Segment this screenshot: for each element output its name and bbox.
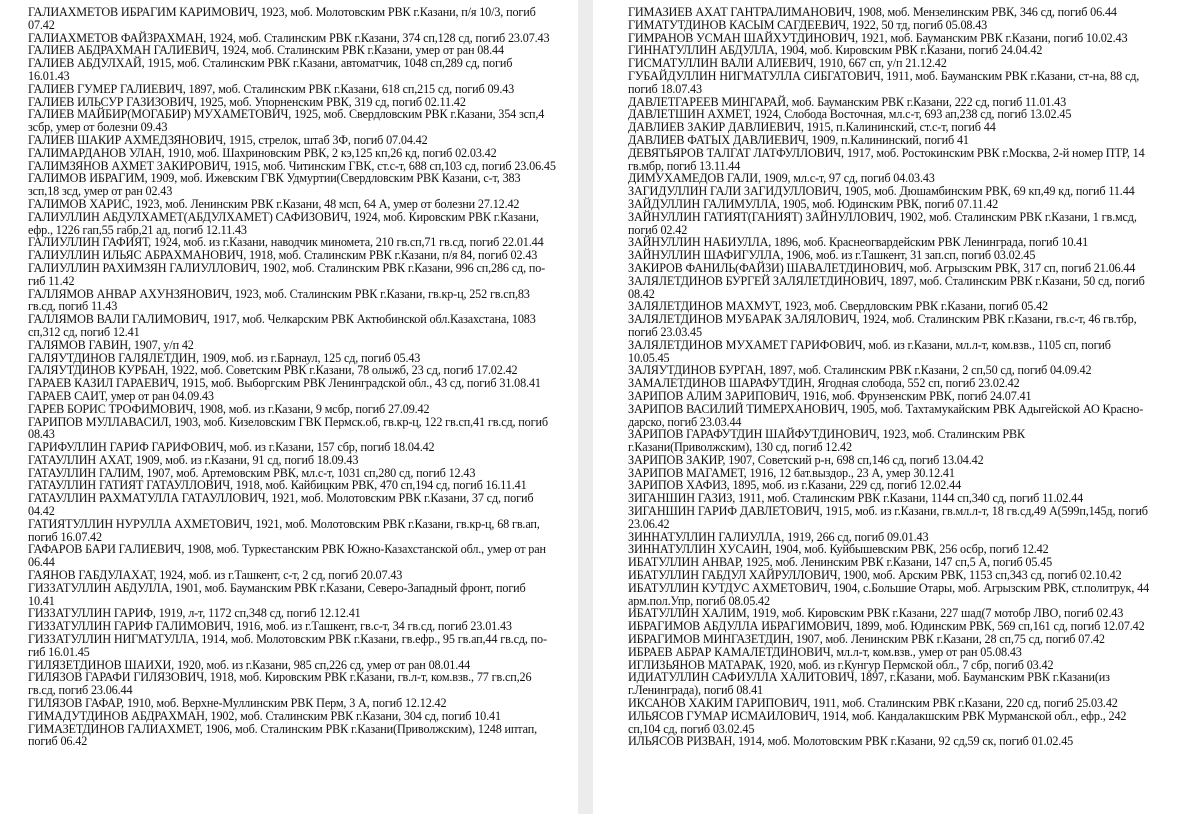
memorial-entry: ГАРЕВ БОРИС ТРОФИМОВИЧ, 1908, моб. из г.Казани, 9 мсбр, погиб 27.09.42 bbox=[28, 401, 430, 416]
memorial-entry: ЗАРИПОВ ХАФИЗ, 1895, моб. из г.Казани, 229 сд, погиб 12.02.44 bbox=[628, 478, 962, 493]
document-page-right bbox=[593, 0, 1187, 814]
memorial-entry: ЗАЙДУЛЛИН ГАЛИМУЛЛА, 1905, моб. Юдинским РВК, погиб 07.11.42 bbox=[628, 196, 999, 211]
memorial-entry: ДИМУХАМЕДОВ ГАЛИ, 1909, мл.с-т, 97 сд, погиб 04.03.43 bbox=[628, 171, 935, 186]
memorial-entry: ДАВЛИЕВ ЗАКИР ДАВЛИЕВИЧ, 1915, п.Калининский, ст.с-т, погиб 44 bbox=[628, 120, 996, 135]
memorial-entry: ЗАЙНУЛЛИН НАБИУЛЛА, 1896, моб. Краснеогвардейским РВК Ленинграда, погиб 10.41 bbox=[628, 235, 1089, 250]
memorial-entry: ЗИННАТУЛЛИН ХУСАИН, 1904, моб. Куйбышевским РВК, 256 осбр, погиб 12.42 bbox=[628, 542, 1049, 557]
memorial-entry: ГАЛИМЗЯНОВ АХМЕТ ЗАКИРОВИЧ, 1915, моб. Читинским ГВК, ст.с-т, 688 сп,103 сд, погиб 23.06.45 bbox=[28, 158, 556, 173]
memorial-entry: ИБАТУЛЛИН КУТДУС АХМЕТОВИЧ, 1904, с.Большие Отары, моб. Агрызским РВК, ст.политрук, 44 арм.пол.Упр, погиб 08.05.42 bbox=[628, 580, 1150, 608]
memorial-entry: ДЕВЯТЬЯРОВ ТАЛГАТ ЛАТФУЛЛОВИЧ, 1917, моб. Ростокинским РВК г.Москва, 2-й номер ПТР, 14 гв.мбр, погиб 13.11.44 bbox=[628, 145, 1145, 173]
memorial-entry: ИБРАГИМОВ АБДУЛЛА ИБРАГИМОВИЧ, 1899, моб. Юдинским РВК, 569 сп,161 сд, погиб 12.07.42 bbox=[628, 619, 1145, 634]
memorial-entry: ГАЛЯУТДИНОВ КУРБАН, 1922, моб. Советским РВК г.Казани, 78 олыжб, 23 сд, погиб 17.02.42 bbox=[28, 363, 518, 378]
memorial-entry: ИБАТУЛЛИН ХАЛИМ, 1919, моб. Кировским РВК г.Казани, 227 шад(7 мотобр ЛВО, погиб 02.43 bbox=[628, 606, 1124, 621]
memorial-entry: ЗАЛЯЛЕТДИНОВ МУБАРАК ЗАЛЯЛОВИЧ, 1924, моб. Сталинским РВК г.Казани, гв.с-т, 46 гв.тбр, погиб 23.03.45 bbox=[628, 312, 1137, 339]
memorial-entry: ГАЛИУЛЛИН АБДУЛХАМЕТ(АБДУЛХАМЕТ) САФИЗОВИЧ, 1924, моб. Кировским РВК г.Казани, ефр., 1226 гап,55 габр,21 ад, погиб 12.11.43 bbox=[28, 209, 539, 237]
memorial-entry: ГИЛЯЗОВ ГАРАФИ ГИЛЯЗОВИЧ, 1918, моб. Кировским РВК г.Казани, гв.л-т, ком.взв., 77 гв.сп,26 гв.сд, погиб 23.06.44 bbox=[28, 670, 532, 698]
memorial-entry: ГАЛИМАРДАНОВ УЛАН, 1910, моб. Шахриновским РВК, 2 кэ,125 кп,26 кд, погиб 02.03.42 bbox=[28, 145, 497, 160]
memorial-entry: ЗАЛЯЛЕТДИНОВ БУРГЕЙ ЗАЛЯЛЕТДИНОВИЧ, 1897, моб. Сталинским РВК г.Казани, 50 сд, погиб 08.42 bbox=[628, 273, 1145, 301]
memorial-entry: ГИННАТУЛЛИН АБДУЛЛА, 1904, моб. Кировским РВК г.Казани, погиб 24.04.42 bbox=[628, 43, 1043, 58]
memorial-entry: ГИЗЗАТУЛЛИН АБДУЛЛА, 1901, моб. Бауманским РВК г.Казани, Северо-Западный фронт, погиб 10.41 bbox=[28, 580, 526, 608]
memorial-entry: ГАРИФУЛЛИН ГАРИФ ГАРИФОВИЧ, моб. из г.Казани, 157 сбр, погиб 18.04.42 bbox=[28, 440, 435, 455]
memorial-entry: ГИМАТУТДИНОВ КАСЫМ САГДЕЕВИЧ, 1922, 50 тд, погиб 05.08.43 bbox=[628, 17, 988, 32]
memorial-entry: ЗИННАТУЛЛИН ГАЛИУЛЛА, 1919, 266 сд, погиб 09.01.43 bbox=[628, 529, 929, 544]
memorial-entry: ИДИАТУЛЛИН САФИУЛЛА ХАЛИТОВИЧ, 1897, г.Казани, моб. Бауманским РВК г.Казани(из г.Ленинграда), погиб 08.41 bbox=[628, 670, 1110, 698]
memorial-entry: ИБАТУЛЛИН ГАБДУЛ ХАЙРУЛЛОВИЧ, 1900, моб. Арским РВК, 1153 сп,343 сд, погиб 02.10.42 bbox=[628, 568, 1122, 583]
memorial-entry: ЗАГИДУЛЛИН ГАЛИ ЗАГИДУЛЛОВИЧ, 1905, моб. Дюшамбинским РВК, 69 кп,49 кд, погиб 11.44 bbox=[628, 184, 1135, 199]
memorial-entry: ГИЗЗАТУЛЛИН НИГМАТУЛЛА, 1914, моб. Молотовским РВК г.Казани, гв.ефр., 95 гв.ап,44 гв.сд, по- гиб 16.01.45 bbox=[28, 632, 547, 659]
memorial-entry: ИБАТУЛЛИН АНВАР, 1925, моб. Ленинским РВК г.Казани, 147 сп,5 А, погиб 05.45 bbox=[628, 555, 1053, 570]
memorial-entry: ГАЛЛЯМОВ ВАЛИ ГАЛИМОВИЧ, 1917, моб. Челкарским РВК Актюбинской обл.Казахстана, 1083 сп,312 сд, погиб 12.41 bbox=[28, 312, 536, 339]
memorial-entry: ГИЛЯЗОВ ГАФАР, 1910, моб. Верхне-Муллинским РВК Перм, 3 А, погиб 12.12.42 bbox=[28, 696, 447, 711]
memorial-entry: ГИСМАТУЛЛИН ВАЛИ АЛИЕВИЧ, 1910, 667 сп, у/п 21.12.42 bbox=[628, 56, 947, 71]
document-page-left bbox=[0, 0, 578, 814]
memorial-entry: ЗАЛЯУТДИНОВ БУРГАН, 1897, моб. Сталинским РВК г.Казани, 2 сп,50 сд, погиб 04.09.42 bbox=[628, 363, 1092, 378]
memorial-entry: ГАЛИУЛЛИН ИЛЬЯС АБРАХМАНОВИЧ, 1918, моб. Сталинским РВК г.Казани, п/я 84, погиб 02.43 bbox=[28, 248, 538, 263]
memorial-entry: ГАТАУЛЛИН ГАТИЯТ ГАТАУЛЛОВИЧ, 1918, моб. Кайбицким РВК, 470 сп,194 сд, погиб 16.11.41 bbox=[28, 478, 527, 493]
memorial-entry: ЗАЛЯЛЕТДИНОВ МАХМУТ, 1923, моб. Свердловским РВК г.Казани, погиб 05.42 bbox=[628, 299, 1048, 314]
memorial-entry: ГИМРАНОВ УСМАН ШАЙХУТДИНОВИЧ, 1921, моб. Бауманским РВК г.Казани, погиб 10.02.43 bbox=[628, 30, 1128, 45]
memorial-entry: ЗАРИПОВ ЗАКИР, 1907, Советский р-н, 698 сп,146 сд, погиб 13.04.42 bbox=[628, 452, 984, 467]
memorial-entry: ИЛЬЯСОВ РИЗВАН, 1914, моб. Молотовским РВК г.Казани, 92 сд,59 ск, погиб 01.02.45 bbox=[628, 734, 1074, 749]
memorial-entry: ГАЛИЕВ АБДУЛХАЙ, 1915, моб. Сталинским РВК г.Казани, автоматчик, 1048 сп,289 сд, погиб 16.01.43 bbox=[28, 56, 513, 83]
memorial-entry: ЗАЛЯЛЕТДИНОВ МУХАМЕТ ГАРИФОВИЧ, моб. из г.Казани, мл.л-т, ком.взв., 1105 сп, погиб 10.05.45 bbox=[628, 337, 1111, 365]
memorial-entry: ГАЯНОВ ГАБДУЛАХАТ, 1924, моб. из г.Ташкент, с-т, 2 сд, погиб 20.07.43 bbox=[28, 568, 403, 583]
memorial-entry: ЗАРИПОВ МАГАМЕТ, 1916, 12 бат.выздор., 23 А, умер 30.12.41 bbox=[628, 465, 955, 480]
memorial-entry: ГАЛИЕВ МАЙБИР(МОГАБИР) МУХАМЕТОВИЧ, 1925, моб. Свердловским РВК г.Казани, 354 зсп,4 зсбр, умер от болезни 09.43 bbox=[28, 107, 545, 135]
memorial-entry: ГАЛИЕВ ИЛЬСУР ГАЗИЗОВИЧ, 1925, моб. Упорненским РВК, 319 сд, погиб 02.11.42 bbox=[28, 94, 466, 109]
memorial-entry: ИКСАНОВ ХАКИМ ГАРИПОВИЧ, 1911, моб. Сталинским РВК г.Казани, 220 сд, погиб 25.03.42 bbox=[628, 696, 1118, 711]
memorial-entry: ГАЛИЕВ ГУМЕР ГАЛИЕВИЧ, 1897, моб. Сталинским РВК г.Казани, 618 сп,215 сд, погиб 09.43 bbox=[28, 81, 515, 96]
memorial-entry: ГАЛЯМОВ ГАВИН, 1907, у/п 42 bbox=[28, 337, 194, 352]
memorial-entry: ДАВЛЕТШИН АХМЕТ, 1924, Слобода Восточная, мл.с-т, 693 ап,238 сд, погиб 13.02.45 bbox=[628, 107, 1072, 122]
memorial-entry: ИБРАГИМОВ МИНГАЗЕТДИН, 1907, моб. Ленинским РВК г.Казани, 28 сп,75 сд, погиб 07.42 bbox=[628, 632, 1105, 647]
memorial-entry: ГИМАЗИЕВ АХАТ ГАНТРАЛИМАНОВИЧ, 1908, моб. Мензелинским РВК, 346 сд, погиб 06.44 bbox=[628, 5, 1117, 19]
memorial-entry: ГАЛИМОВ ХАРИС, 1923, моб. Ленинским РВК г.Казани, 48 мсп, 64 А, умер от болезни 27.12.42 bbox=[28, 196, 520, 211]
memorial-entry: ИБРАЕВ АБРАР КАМАЛЕТДИНОВИЧ, мл.л-т, ком.взв., умер от ран 05.08.43 bbox=[628, 644, 1022, 659]
memorial-entry: ГУБАЙДУЛЛИН НИГМАТУЛЛА СИБГАТОВИЧ, 1911, моб. Бауманским РВК г.Казани, ст-на, 88 сд, погиб 18.07.43 bbox=[628, 68, 1140, 96]
memorial-entry: ИГЛИЗЬЯНОВ МАТАРАК, 1920, моб. из г.Кунгур Пермской обл., 7 сбр, погиб 03.42 bbox=[628, 657, 1054, 672]
memorial-entry: ГАТАУЛЛИН ГАЛИМ, 1907, моб. Артемовским РВК, мл.с-т, 1031 сп,280 сд, погиб 12.43 bbox=[28, 465, 476, 480]
memorial-entry: ГАТИЯТУЛЛИН НУРУЛЛА АХМЕТОВИЧ, 1921, моб. Молотовским РВК г.Казани, гв.кр-ц, 68 гв.ап, погиб 16.07.42 bbox=[28, 516, 540, 544]
memorial-entry: ЗАМАЛЕТДИНОВ ШАРАФУТДИН, Ягодная слобода, 552 сп, погиб 23.02.42 bbox=[628, 376, 1020, 391]
memorial-entry: ДАВЛЕТГАРЕЕВ МИНГАРАЙ, моб. Бауманским РВК г.Казани, 222 сд, погиб 11.01.43 bbox=[628, 94, 1067, 109]
memorial-entry: ГИМАЗЕТДИНОВ ГАЛИАХМЕТ, 1906, моб. Сталинским РВК г.Казани(Приволжским), 1248 иптап, погиб 06.42 bbox=[28, 721, 537, 749]
memorial-entry: ГИМАДУТДИНОВ АБДРАХМАН, 1902, моб. Сталинским РВК г.Казани, 304 сд, погиб 10.41 bbox=[28, 708, 501, 723]
memorial-entry: ГАЛИУЛЛИН ГАФИЯТ, 1924, моб. из г.Казани, наводчик миномета, 210 гв.сп,71 гв.сд, погиб 22.01.44 bbox=[28, 235, 544, 250]
memorial-entry: ЗАРИПОВ ВАСИЛИЙ ТИМЕРХАНОВИЧ, 1905, моб. Тахтамукайским РВК Адыгейской АО Красно- дарско, погиб 23.03.44 bbox=[628, 401, 1144, 429]
memorial-entry: ЗАРИПОВ ГАРАФУТДИН ШАЙФУТДИНОВИЧ, 1923, моб. Сталинским РВК г.Казани(Приволжским), 130 сд, погиб 12.42 bbox=[628, 427, 1026, 455]
memorial-entry: ЗАРИПОВ АЛИМ ЗАРИПОВИЧ, 1916, моб. Фрунзенским РВК, погиб 24.07.41 bbox=[628, 388, 1032, 403]
memorial-entry: ЗИГАНШИН ГАЗИЗ, 1911, моб. Сталинским РВК г.Казани, 1144 сп,340 сд, погиб 11.02.44 bbox=[628, 491, 1084, 506]
memorial-entry: ГИЗЗАТУЛЛИН ГАРИФ ГАЛИМОВИЧ, 1916, моб. из г.Ташкент, гв.с-т, 34 гв.сд, погиб 23.01.43 bbox=[28, 619, 512, 634]
memorial-entry: ГАРИПОВ МУЛЛАВАСИЛ, 1903, моб. Кизеловским ГВК Пермск.об, гв.кр-ц, 122 гв.сп,41 гв.сд, погиб 08.43 bbox=[28, 414, 548, 442]
memorial-entry: ГАЛЯУТДИНОВ ГАЛЯЛЕТДИН, 1909, моб. из г.Барнаул, 125 сд, погиб 05.43 bbox=[28, 350, 421, 365]
memorial-entry: ЗАКИРОВ ФАНИЛЬ(ФАЙЗИ) ШАВАЛЕТДИНОВИЧ, моб. Агрызским РВК, 317 сп, погиб 21.06.44 bbox=[628, 260, 1136, 275]
memorial-entry: ГАФАРОВ БАРИ ГАЛИЕВИЧ, 1908, моб. Туркестанским РВК Южно-Казахстанской обл., умер от ран 06.44 bbox=[28, 542, 546, 570]
memorial-entry: ГАТАУЛЛИН РАХМАТУЛЛА ГАТАУЛЛОВИЧ, 1921, моб. Молотовским РВК г.Казани, 37 сд, погиб 04.42 bbox=[28, 491, 534, 519]
memorial-entry: ИЛЬЯСОВ ГУМАР ИСМАИЛОВИЧ, 1914, моб. Кандалакшским РВК Мурманской обл., ефр., 242 сп,104 сд, погиб 03.02.45 bbox=[628, 708, 1127, 736]
memorial-entry: ЗАЙНУЛЛИН ГАТИЯТ(ГАНИЯТ) ЗАЙНУЛЛОВИЧ, 1902, моб. Сталинским РВК г.Казани, 1 гв.мсд, погиб 02.42 bbox=[628, 209, 1137, 237]
memorial-entry: ГАЛЛЯМОВ АНВАР АХУНЗЯНОВИЧ, 1923, моб. Сталинским РВК г.Казани, гв.кр-ц, 252 гв.сп,83 гв.сд, погиб 11.43 bbox=[28, 286, 530, 314]
memorial-entry: ГАРАЕВ САИТ, умер от ран 04.09.43 bbox=[28, 388, 214, 403]
memorial-entry: ГАЛИЕВ ШАКИР АХМЕДЗЯНОВИЧ, 1915, стрелок, штаб 3Ф, погиб 07.04.42 bbox=[28, 132, 428, 147]
memorial-entry: ГАЛИАХМЕТОВ ФАЙЗРАХМАН, 1924, моб. Сталинским РВК г.Казани, 374 сп,128 сд, погиб 23.07.43 bbox=[28, 30, 550, 45]
memorial-entry: ГАЛИУЛЛИН РАХИМЗЯН ГАЛИУЛЛОВИЧ, 1902, моб. Сталинским РВК г.Казани, 996 сп,286 сд, по- гиб 11.42 bbox=[28, 260, 546, 288]
memorial-entry: ГАЛИМОВ ИБРАГИМ, 1909, моб. Ижевским ГВК Удмуртии(Свердловским РВК Казани, с-т, 383 зсп,18 зсд, умер от ран 02.43 bbox=[28, 171, 521, 199]
memorial-entry: ЗАЙНУЛЛИН ШАФИГУЛЛА, 1906, моб. из г.Ташкент, 31 зап.сп, погиб 03.02.45 bbox=[628, 248, 1036, 263]
memorial-entry: ГАЛИАХМЕТОВ ИБРАГИМ КАРИМОВИЧ, 1923, моб. Молотовским РВК г.Казани, п/я 10/3, погиб 07.42 bbox=[28, 5, 536, 32]
memorial-entry: ГАРАЕВ КАЗИЛ ГАРАЕВИЧ, 1915, моб. Выборгским РВК Ленинградской обл., 43 сд, погиб 31.08.41 bbox=[28, 376, 541, 391]
memorial-entry: ГАЛИЕВ АБДРАХМАН ГАЛИЕВИЧ, 1924, моб. Сталинским РВК г.Казани, умер от ран 08.44 bbox=[28, 43, 504, 58]
memorial-entry: ГАТАУЛЛИН АХАТ, 1909, моб. из г.Казани, 91 сд, погиб 18.09.43 bbox=[28, 452, 359, 467]
memorial-entry: ДАВЛИЕВ ФАТЫХ ДАВЛИЕВИЧ, 1909, п.Калининский, погиб 41 bbox=[628, 132, 969, 147]
memorial-entry: ЗИГАНШИН ГАРИФ ДАВЛЕТОВИЧ, 1915, моб. из г.Казани, гв.мл.л-т, 18 гв.сд,49 А(599п,145д, погиб 23.06.42 bbox=[628, 504, 1148, 531]
memorial-entry: ГИЛЯЗЕТДИНОВ ШАИХИ, 1920, моб. из г.Казани, 985 сп,226 сд, умер от ран 08.01.44 bbox=[28, 657, 471, 672]
memorial-entry: ГИЗЗАТУЛЛИН ГАРИФ, 1919, л-т, 1172 сп,348 сд, погиб 12.12.41 bbox=[28, 606, 361, 621]
